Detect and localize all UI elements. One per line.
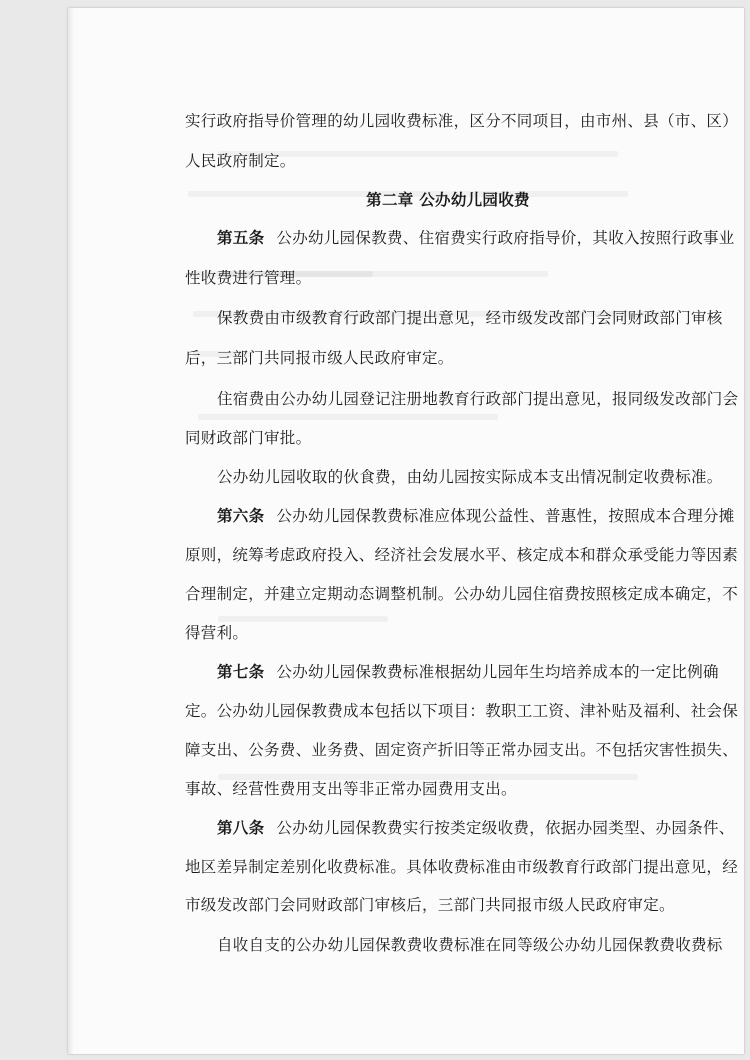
article-number: 第八条 xyxy=(217,819,265,837)
line-text: 公办幼儿园保教费标准根据幼儿园年生均培养成本的一定比例确 xyxy=(276,663,719,681)
line-text: 得营利。 xyxy=(185,624,249,642)
article-line xyxy=(217,818,735,838)
document-page xyxy=(68,8,744,1054)
line-text: 保教费由市级教育行政部门提出意见，经市级发改部门会同财政部门审核 xyxy=(217,309,723,327)
article-line xyxy=(217,662,719,682)
line-text: 自收自支的公办幼儿园保教费收费标准在同等级公办幼儿园保教费收费标 xyxy=(217,936,723,954)
line-text: 原则，统筹考虑政府投入、经济社会发展水平、核定成本和群众承受能力等因素 xyxy=(185,546,739,564)
article-number: 第七条 xyxy=(217,663,265,681)
article-line xyxy=(217,228,735,248)
line-text: 后，三部门共同报市级人民政府审定。 xyxy=(185,349,454,367)
paragraph-line xyxy=(185,111,739,131)
article-number: 第六条 xyxy=(217,507,265,525)
line-text: 公办幼儿园收取的伙食费，由幼儿园按实际成本支出情况制定收费标准。 xyxy=(217,468,723,486)
paragraph-line xyxy=(185,348,711,368)
paragraph-line xyxy=(185,779,711,799)
paragraph-line xyxy=(185,895,711,915)
line-text: 事故、经营性费用支出等非正常办园费用支出。 xyxy=(185,780,517,798)
paragraph-line xyxy=(185,857,739,877)
article-line xyxy=(217,506,735,526)
line-text: 同财政部门审批。 xyxy=(185,429,312,447)
paragraph-line xyxy=(185,268,711,288)
line-text: 市级发改部门会同财政部门审核后，三部门共同报市级人民政府审定。 xyxy=(185,896,675,914)
line-text: 实行政府指导价管理的幼儿园收费标准，区分不同项目，由市州、县（市、区） xyxy=(185,112,739,130)
paragraph-line xyxy=(185,151,711,171)
chapter-title: 第二章 公办幼儿园收费 xyxy=(366,191,530,209)
paragraph-line xyxy=(185,740,739,760)
line-text: 住宿费由公办幼儿园登记注册地教育行政部门提出意见，报同级发改部门会 xyxy=(217,390,739,408)
article-number: 第五条 xyxy=(217,229,265,247)
paragraph-line xyxy=(185,623,711,643)
line-text: 公办幼儿园保教费、住宿费实行政府指导价，其收入按照行政事业 xyxy=(276,229,735,247)
line-text: 合理制定，并建立定期动态调整机制。公办幼儿园住宿费按照核定成本确定，不 xyxy=(185,585,739,603)
paragraph-line xyxy=(185,701,739,721)
paragraph-line xyxy=(185,545,739,565)
line-text: 公办幼儿园保教费实行按类定级收费，依据办园类型、办园条件、 xyxy=(276,819,735,837)
paragraph-line xyxy=(185,428,711,448)
paragraph-line xyxy=(217,467,723,487)
line-text: 公办幼儿园保教费标准应体现公益性、普惠性，按照成本合理分摊 xyxy=(276,507,735,525)
line-text: 障支出、公务费、业务费、固定资产折旧等正常办园支出。不包括灾害性损失、 xyxy=(185,741,739,759)
paragraph-line xyxy=(217,389,739,409)
line-text: 人民政府制定。 xyxy=(185,152,296,170)
paragraph-line xyxy=(217,935,723,955)
paragraph-line xyxy=(217,308,723,328)
line-text: 地区差异制定差别化收费标准。具体收费标准由市级教育行政部门提出意见，经 xyxy=(185,858,739,876)
line-text: 性收费进行管理。 xyxy=(185,269,312,287)
line-text: 定。公办幼儿园保教费成本包括以下项目：教职工工资、津补贴及福利、社会保 xyxy=(185,702,739,720)
paragraph-line xyxy=(185,584,739,604)
